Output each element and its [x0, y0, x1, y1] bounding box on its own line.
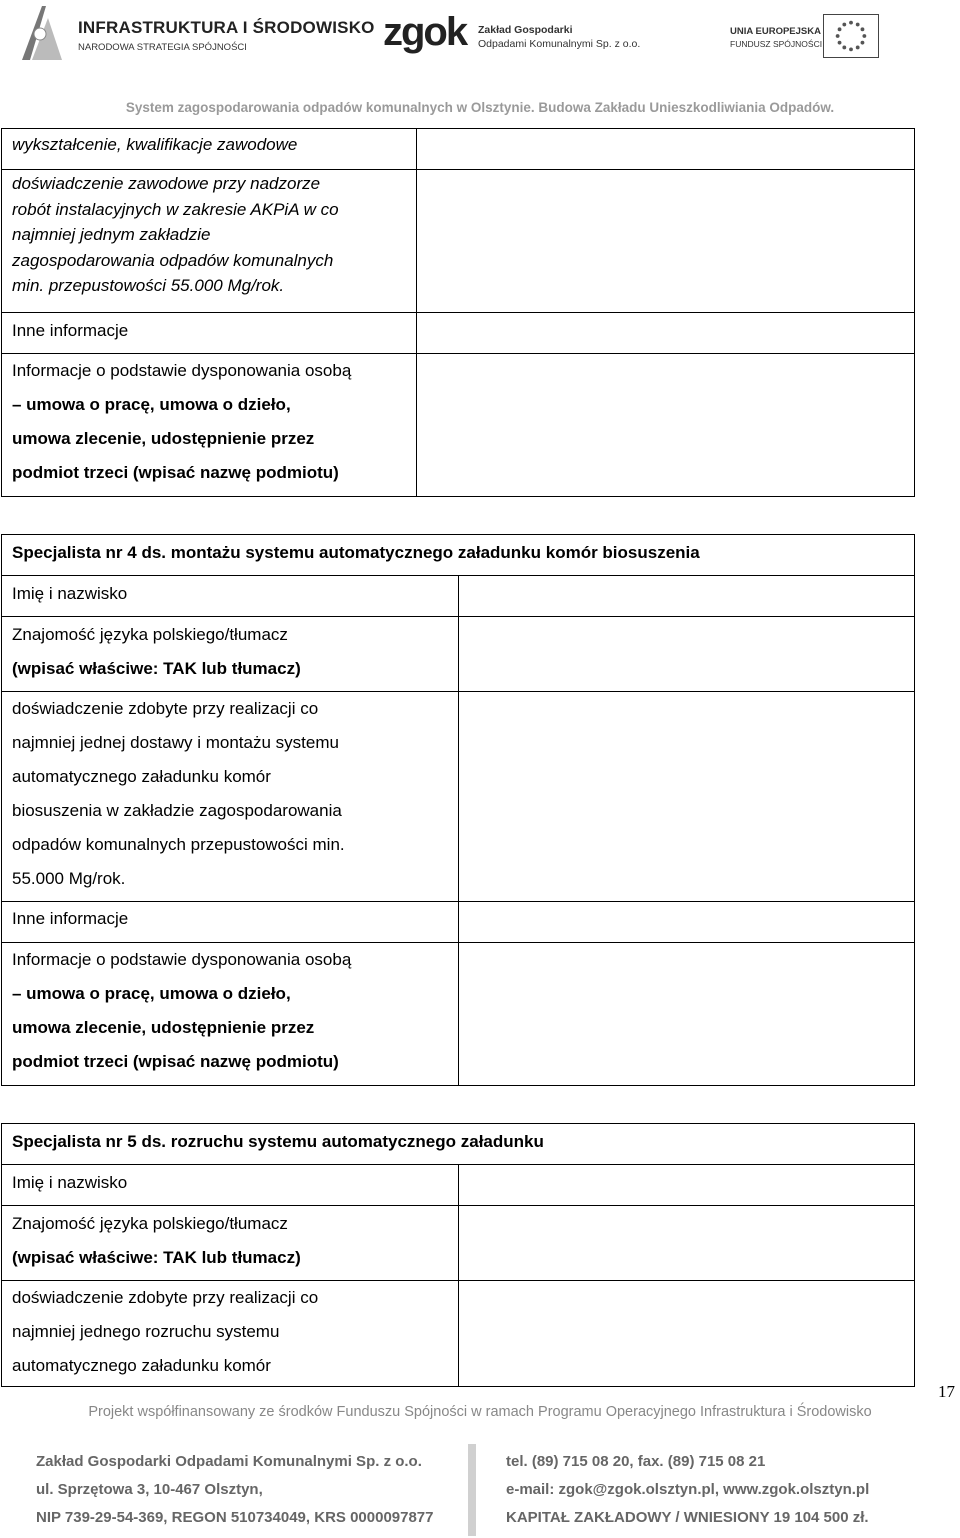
answer-cell-experience[interactable]	[458, 1281, 915, 1387]
title-line: Specjalista nr 4 ds. montażu systemu automatycznego załadunku komór biosuszenia	[12, 543, 700, 562]
infrastruktura-logo	[18, 4, 375, 64]
row-label-name	[2, 576, 459, 617]
label-line: Informacje o podstawie dysponowania osobą	[12, 361, 352, 380]
row-label-name	[2, 1165, 459, 1206]
label-line: robót instalacyjnych w zakresie AKPiA w co	[12, 199, 339, 219]
answer-cell-experience[interactable]	[417, 170, 915, 313]
page-number: 17	[938, 1382, 955, 1401]
answer-cell-name[interactable]	[458, 576, 915, 617]
table-row	[2, 617, 915, 692]
label-line: automatycznego załadunku komór	[12, 1356, 271, 1375]
zgok-mark: zgok	[383, 10, 467, 54]
footer-company-name: Zakład Gospodarki Odpadami Komunalnymi Sp. z o.o.	[36, 1453, 422, 1470]
label-line: odpadów komunalnych przepustowości min.	[12, 835, 345, 854]
answer-cell-other-info[interactable]	[458, 902, 915, 943]
label-line: min. przepustowości 55.000 Mg/rok.	[12, 276, 285, 295]
table-row	[2, 313, 915, 354]
row-label-experience	[2, 1281, 459, 1387]
label-line: najmniej jednego rozruchu systemu	[12, 1322, 280, 1341]
infrastruktura-mark-icon	[18, 4, 66, 62]
label-line: doświadczenie zawodowe przy nadzorze	[12, 174, 321, 193]
eu-flag-icon	[823, 14, 879, 58]
title-line: Specjalista nr 5 ds. rozruchu systemu automatycznego załadunku	[12, 1132, 544, 1151]
document-subheading: System zagospodarowania odpadów komunalnych w Olsztynie. Budowa Zakładu Unieszkodliwiania Odpadów.	[125, 100, 835, 115]
answer-cell-language[interactable]	[458, 1206, 915, 1281]
answer-cell-disposal-basis[interactable]	[458, 943, 915, 1086]
label-line-bold: umowa zlecenie, udostępnienie przez	[12, 1018, 315, 1037]
specialist-5-title	[2, 1124, 915, 1165]
footer-phone-fax: tel. (89) 715 08 20, fax. (89) 715 08 21	[506, 1453, 766, 1470]
zgok-logo	[383, 10, 643, 60]
label-line-bold: umowa zlecenie, udostępnienie przez	[12, 429, 315, 448]
table-continuation	[1, 128, 915, 497]
row-label-other-info	[2, 313, 417, 354]
table-row	[2, 1165, 915, 1206]
table-row	[2, 902, 915, 943]
company-footer	[28, 1440, 932, 1538]
row-label-other-info	[2, 902, 459, 943]
answer-cell-qualifications[interactable]	[417, 129, 915, 170]
logo-left-title: INFRASTRUKTURA I ŚRODOWISKO	[78, 18, 375, 37]
answer-cell-name[interactable]	[458, 1165, 915, 1206]
label-line: doświadczenie zdobyte przy realizacji co	[12, 1288, 319, 1307]
footer-email-web: e-mail: zgok@zgok.olsztyn.pl, www.zgok.olsztyn.pl	[506, 1481, 870, 1498]
row-label-qualifications	[2, 129, 417, 170]
label-line: automatycznego załadunku komór	[12, 767, 271, 786]
label-line: Imię i nazwisko	[12, 1173, 128, 1192]
row-label-language	[2, 1206, 459, 1281]
label-line-bold: podmiot trzeci (wpisać nazwę podmiotu)	[12, 463, 339, 482]
answer-cell-disposal-basis[interactable]	[417, 354, 915, 497]
eu-logo	[730, 12, 900, 62]
label-line: biosuszenia w zakładzie zagospodarowania	[12, 801, 342, 820]
specialist-4-title	[2, 535, 915, 576]
answer-cell-language[interactable]	[458, 617, 915, 692]
footer-divider	[468, 1444, 476, 1536]
label-line-bold: podmiot trzeci (wpisać nazwę podmiotu)	[12, 1052, 339, 1071]
project-footnote: Projekt współfinansowany ze środków Funduszu Spójności w ramach Programu Operacyjnego Infrastruktura i Środowisko	[88, 1404, 872, 1420]
table-row	[2, 354, 915, 497]
table-title-row	[2, 535, 915, 576]
label-line: Znajomość języka polskiego/tłumacz	[12, 625, 288, 644]
label-line: zagospodarowania odpadów komunalnych	[12, 250, 334, 270]
footer-address: ul. Sprzętowa 3, 10-467 Olsztyn,	[36, 1481, 263, 1498]
logo-left-subtitle: NARODOWA STRATEGIA SPÓJNOŚCI	[78, 42, 247, 53]
table-row	[2, 692, 915, 902]
label-line: wykształcenie, kwalifikacje zawodowe	[12, 135, 298, 154]
answer-cell-other-info[interactable]	[417, 313, 915, 354]
table-row	[2, 129, 915, 170]
table-row	[2, 1206, 915, 1281]
footer-registry-ids: NIP 739-29-54-369, REGON 510734049, KRS 0000097877	[36, 1509, 434, 1526]
label-line: najmniej jednym zakładzie	[12, 225, 211, 244]
label-line: Imię i nazwisko	[12, 584, 128, 603]
table-row	[2, 576, 915, 617]
row-label-experience	[2, 692, 459, 902]
table-specialist-5	[1, 1123, 915, 1387]
zgok-line1: Zakład Gospodarki	[478, 24, 573, 36]
table-specialist-4	[1, 534, 915, 1086]
page-header	[0, 0, 960, 115]
answer-cell-experience[interactable]	[458, 692, 915, 902]
label-line: doświadczenie zdobyte przy realizacji co	[12, 699, 319, 718]
label-line: 55.000 Mg/rok.	[12, 869, 126, 888]
label-line: Informacje o podstawie dysponowania osobą	[12, 950, 352, 969]
table-row	[2, 170, 915, 313]
row-label-experience	[2, 170, 417, 313]
label-line-bold: (wpisać właściwe: TAK lub tłumacz)	[12, 659, 301, 678]
label-line: najmniej jednej dostawy i montażu systemu	[12, 733, 339, 752]
row-label-disposal-basis	[2, 354, 417, 497]
label-line-bold: – umowa o pracę, umowa o dzieło,	[12, 395, 291, 414]
table-row	[2, 1281, 915, 1387]
footer-address-column	[36, 1448, 434, 1532]
label-line: Znajomość języka polskiego/tłumacz	[12, 1214, 288, 1233]
label-line-bold: – umowa o pracę, umowa o dzieło,	[12, 984, 291, 1003]
table-title-row	[2, 1124, 915, 1165]
label-line: Inne informacje	[12, 909, 129, 928]
eu-line2: FUNDUSZ SPÓJNOŚCI	[730, 39, 823, 49]
table-row	[2, 943, 915, 1086]
zgok-line2: Odpadami Komunalnymi Sp. z o.o.	[478, 38, 641, 50]
eu-line1: UNIA EUROPEJSKA	[730, 26, 821, 37]
row-label-disposal-basis	[2, 943, 459, 1086]
label-line: Inne informacje	[12, 321, 129, 340]
footer-capital: KAPITAŁ ZAKŁADOWY / WNIESIONY 19 104 500 zł.	[506, 1509, 869, 1526]
footer-contact-column	[506, 1448, 869, 1532]
row-label-language	[2, 617, 459, 692]
label-line-bold: (wpisać właściwe: TAK lub tłumacz)	[12, 1248, 301, 1267]
